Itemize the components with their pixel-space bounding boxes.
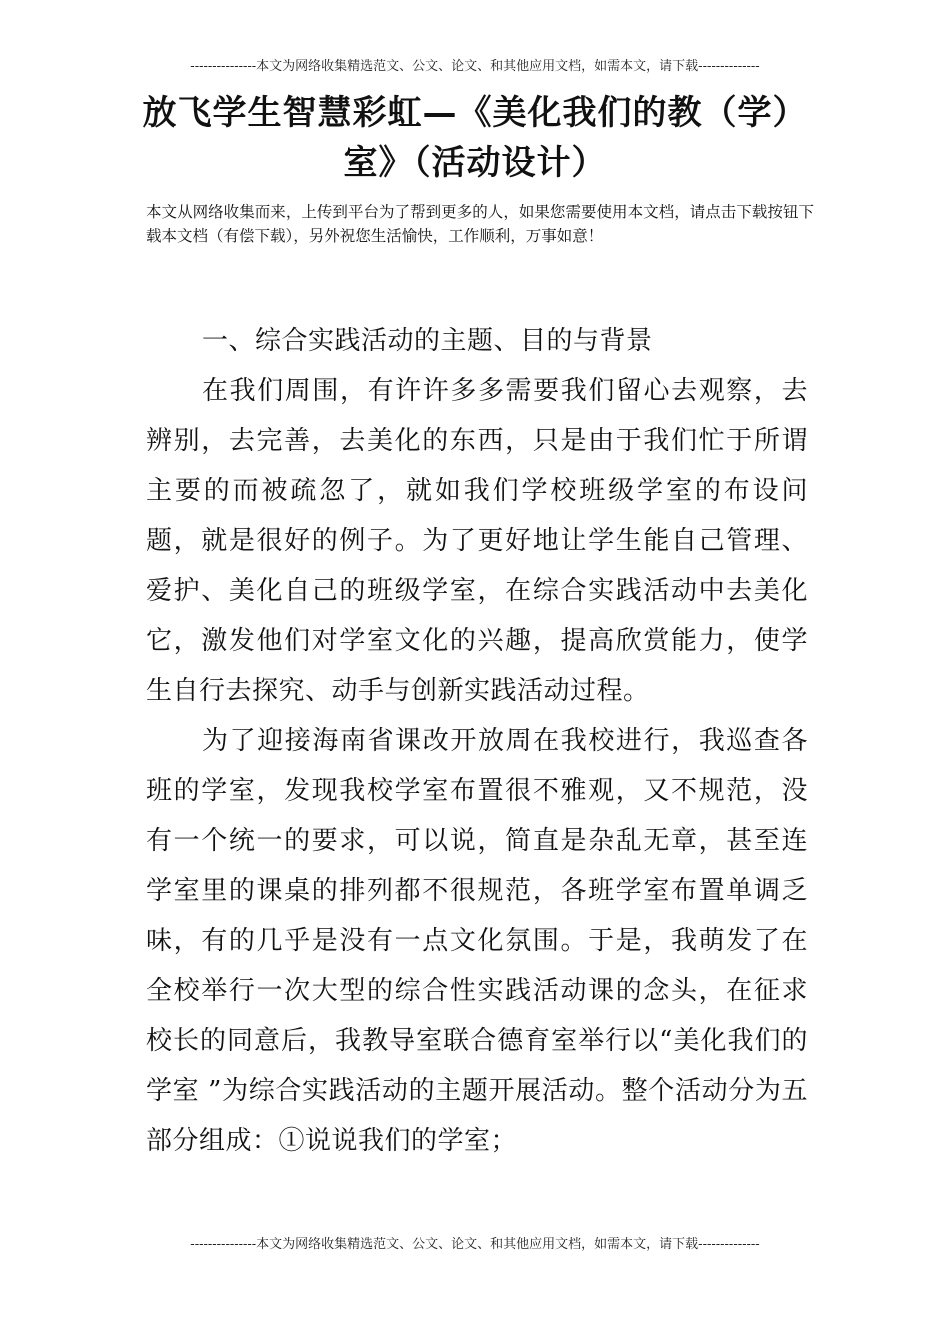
document-title-line-2: 室》（活动设计） <box>343 143 607 183</box>
download-disclaimer: 本文从网络收集而来，上传到平台为了帮到更多的人，如果您需要使用本文档，请点击下载按钮下载本文档（有偿下载），另外祝您生活愉快，工作顺利，万事如意！ <box>146 203 814 245</box>
header-banner: ---------------本文为网络收集精选范文、公文、论文、和其他应用文档，如需本文，请下载-------------- <box>190 59 760 74</box>
section-heading: 一、综合实践活动的主题、目的与背景 <box>202 326 653 356</box>
document-body <box>146 316 808 1166</box>
document-title <box>90 88 860 188</box>
footer-banner: ---------------本文为网络收集精选范文、公文、论文、和其他应用文档，如需本文，请下载-------------- <box>190 1237 760 1252</box>
document-title-line-1: 放飞学生智慧彩虹—《美化我们的教（学） <box>142 93 808 133</box>
body-paragraph-2: 为了迎接海南省课改开放周在我校进行，我巡查各班的学室，发现我校学室布置很不雅观，又不规范，没有一个统一的要求，可以说，简直是杂乱无章，甚至连学室里的课桌的排列都不很规范，各班学室布置单调乏味，有的几乎是没有一点文化氛围。于是，我萌发了在全校举行一次大型的综合性实践活动课的念头，在征求校长的同意后，我教导室联合德育室举行以“美化我们的学室 ”为综合实践活动的主题开展活动。整个活动分为五部分组成：①说说我们的学室； <box>146 726 808 1156</box>
body-paragraph-1: 在我们周围，有许许多多需要我们留心去观察，去辨别，去完善，去美化的东西，只是由于我们忙于所谓主要的而被疏忽了，就如我们学校班级学室的布设问题，就是很好的例子。为了更好地让学生能自己管理、爱护、美化自己的班级学室，在综合实践活动中去美化它，激发他们对学室文化的兴趣，提高欣赏能力，使学生自行去探究、动手与创新实践活动过程。 <box>146 376 808 706</box>
